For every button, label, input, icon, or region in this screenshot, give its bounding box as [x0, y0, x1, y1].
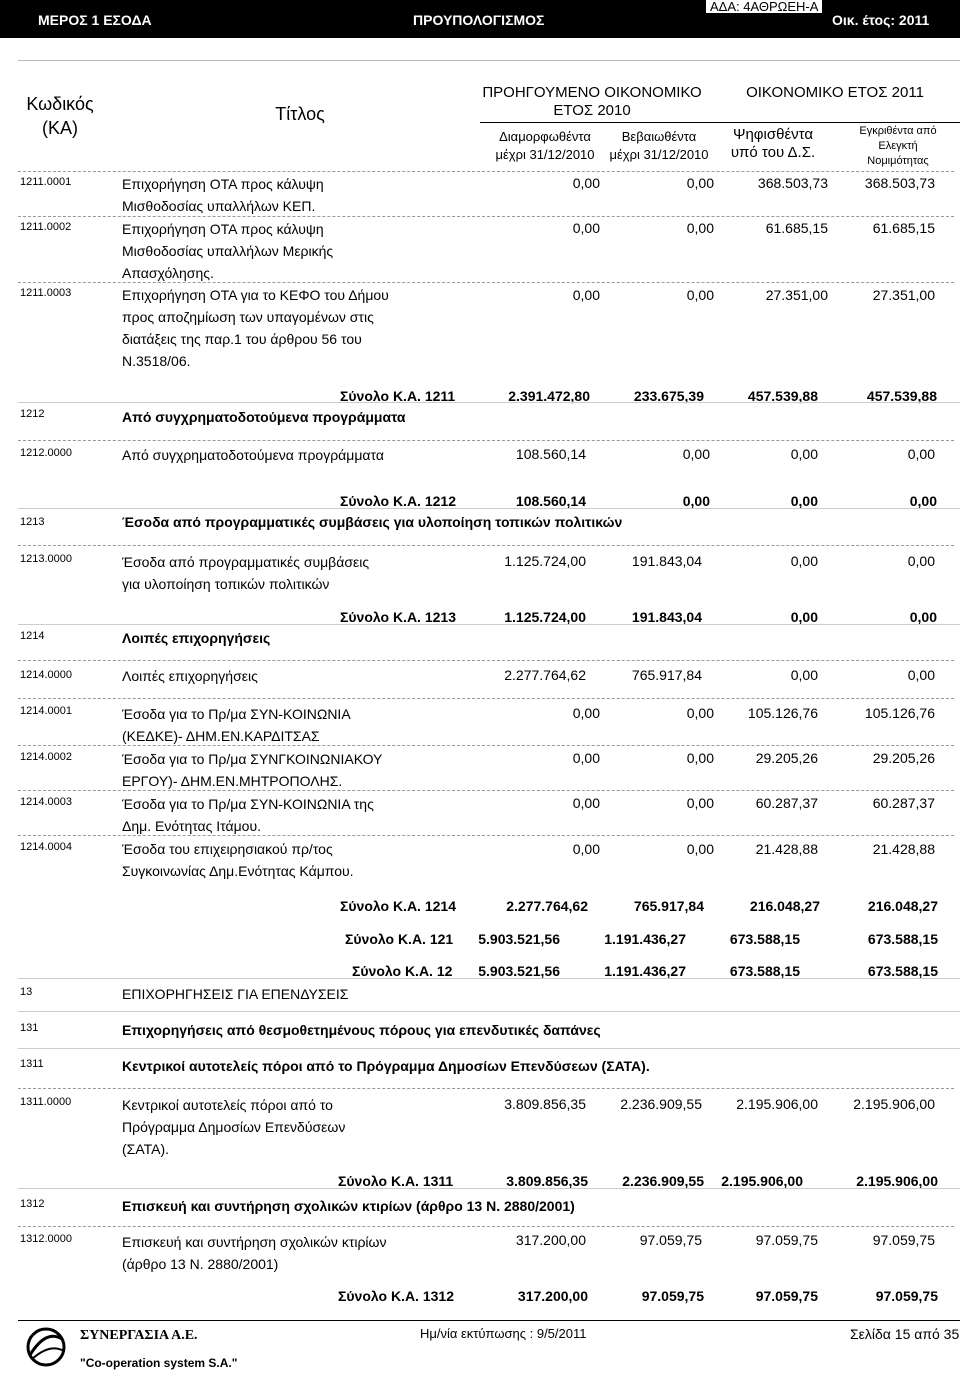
value-c1: 0,00 [572, 705, 600, 721]
total-c2: 0,00 [682, 493, 710, 509]
row-title: Επιχορήγηση ΟΤΑ προς κάλυψη Μισθοδοσίας υπαλλήλων Μερικής Απασχόλησης. [122, 221, 334, 281]
total-label: Σύνολο Κ.Α. 121 [345, 931, 454, 947]
col-c1-line1: Διαμορφωθέντα [499, 129, 591, 144]
value-c4: 0,00 [907, 553, 935, 569]
fiscal-year-label: Οικ. έτος: 2011 [832, 12, 930, 28]
section-heading: Επιχορηγήσεις από θεσμοθετημένους πόρους για επενδυτικές δαπάνες [122, 1022, 601, 1038]
row-title: Έσοδα από προγραμματικές συμβάσεις για υλοποίηση τοπικών πολιτικών [122, 554, 370, 592]
row-separator [18, 216, 954, 217]
row-title: Έσοδα για το Πρ/μα ΣΥΝ-ΚΟΙΝΩΝΙΑ (ΚΕΔΚΕ)- ΔΗΜ.ΕΝ.ΚΑΡΔΙΤΣΑΣ [122, 706, 351, 744]
col-title: Τίτλος [275, 104, 325, 124]
section-code: 1213 [20, 516, 45, 528]
row-title: Λοιπές επιχορηγήσεις [122, 668, 258, 684]
row-code: 1214.0000 [20, 669, 72, 681]
row-title: Έσοδα για το Πρ/μα ΣΥΝΓΚΟΙΝΩΝΙΑΚΟΥ ΕΡΓΟΥ)- ΔΗΜ.ΕΝ.ΜΗΤΡΟΠΟΛΗΣ. [122, 751, 383, 789]
row-separator [18, 282, 954, 283]
total-c2: 1.191.436,27 [604, 963, 686, 979]
section-rule [18, 624, 960, 625]
value-c4: 29.205,26 [872, 750, 935, 766]
section-rule [18, 402, 960, 403]
col-c4-line1: Εγκριθέντα από [859, 125, 937, 137]
value-c3: 61.685,15 [765, 220, 828, 236]
value-c1: 2.277.764,62 [504, 667, 586, 683]
total-label: Σύνολο Κ.Α. 1311 [338, 1173, 454, 1189]
total-c1: 5.903.521,56 [478, 931, 560, 947]
value-c3: 29.205,26 [755, 750, 818, 766]
row-title: Από συγχρηματοδοτούμενα προγράμματα [122, 447, 384, 463]
section-heading: Λοιπές επιχορηγήσεις [122, 630, 271, 646]
total-c1: 2.391.472,80 [508, 388, 590, 404]
row-title: Επιχορήγηση ΟΤΑ για το ΚΕΦΟ του Δήμου προς αποζημίωση των υπαγομένων στις διατάξεις της παρ.1 του άρθρου 56 του Ν.3518/06. [122, 287, 389, 369]
value-c3: 21.428,88 [755, 841, 818, 857]
total-c4: 457.539,88 [866, 388, 937, 404]
row-title: Επιχορήγηση ΟΤΑ προς κάλυψη Μισθοδοσίας υπαλλήλων ΚΕΠ. [122, 176, 324, 214]
total-c2: 97.059,75 [641, 1288, 704, 1304]
value-c3: 0,00 [790, 667, 818, 683]
total-c1: 5.903.521,56 [478, 963, 560, 979]
row-separator [18, 1226, 954, 1227]
total-c4: 0,00 [909, 493, 937, 509]
value-c1: 108.560,14 [515, 446, 586, 462]
row-separator [18, 660, 954, 661]
section-heading: Κεντρικοί αυτοτελείς πόροι από το Πρόγραμμα Δημοσίων Επενδύσεων (ΣΑΤΑ). [122, 1058, 650, 1074]
value-c4: 105.126,76 [864, 705, 935, 721]
section-rule [18, 1048, 960, 1049]
header-divider [480, 122, 960, 123]
total-label: Σύνολο Κ.Α. 12 [352, 963, 453, 979]
col-c2-line1: Βεβαιωθέντα [621, 129, 697, 144]
col-code-line2: (ΚΑ) [42, 118, 78, 138]
value-c1: 0,00 [572, 220, 600, 236]
header-top-rule [18, 60, 960, 61]
row-separator [18, 790, 954, 791]
value-c2: 191.843,04 [631, 553, 702, 569]
value-c1: 3.809.856,35 [504, 1096, 586, 1112]
row-code: 1211.0002 [20, 221, 72, 233]
page-number: Σελίδα 15 από 35 [850, 1326, 960, 1342]
row-code: 1214.0003 [20, 796, 72, 808]
value-c1: 0,00 [572, 750, 600, 766]
value-c2: 2.236.909,55 [620, 1096, 702, 1112]
section-rule [18, 1011, 960, 1012]
value-c2: 0,00 [686, 287, 714, 303]
value-c3: 60.287,37 [755, 795, 818, 811]
footer-rule [18, 1320, 960, 1321]
value-c4: 0,00 [907, 667, 935, 683]
value-c3: 105.126,76 [747, 705, 818, 721]
value-c3: 368.503,73 [757, 175, 828, 191]
value-c1: 317.200,00 [515, 1232, 586, 1248]
value-c4: 2.195.906,00 [853, 1096, 935, 1112]
total-c3: 2.195.906,00 [721, 1173, 803, 1189]
section-rule [18, 508, 960, 509]
section-code: 13 [20, 986, 33, 998]
total-label: Σύνολο Κ.Α. 1212 [340, 493, 456, 509]
section-rule [18, 978, 960, 979]
total-label: Σύνολο Κ.Α. 1312 [338, 1288, 454, 1304]
row-separator [18, 440, 954, 441]
ada-code: ΑΔΑ: 4ΑΘΡΩΕΗ-Α [706, 0, 822, 13]
total-c1: 108.560,14 [515, 493, 586, 509]
value-c1: 0,00 [572, 795, 600, 811]
total-c1: 317.200,00 [517, 1288, 588, 1304]
total-c3: 97.059,75 [755, 1288, 818, 1304]
value-c3: 0,00 [790, 446, 818, 462]
row-separator [18, 835, 954, 836]
total-c3: 673.588,15 [729, 931, 800, 947]
total-c1: 2.277.764,62 [506, 898, 588, 914]
total-c2: 2.236.909,55 [622, 1173, 704, 1189]
col-c3-line1: Ψηφισθέντα [732, 126, 814, 143]
col-c3-line2: υπό του Δ.Σ. [730, 144, 816, 161]
total-c4: 0,00 [909, 609, 937, 625]
print-date: Ημ/νία εκτύπωσης : 9/5/2011 [420, 1326, 587, 1341]
row-code: 1214.0001 [20, 705, 72, 717]
total-label: Σύνολο Κ.Α. 1214 [340, 898, 456, 914]
section-heading: ΕΠΙΧΟΡΗΓΗΣΕΙΣ ΓΙΑ ΕΠΕΝΔΥΣΕΙΣ [122, 986, 349, 1002]
total-c4: 2.195.906,00 [856, 1173, 938, 1189]
total-c3: 673.588,15 [729, 963, 800, 979]
col-prev-year-line1: ΠΡΟΗΓΟΥΜΕΝΟ ΟΙΚΟΝΟΜΙΚΟ [482, 84, 702, 101]
section-code: 1311 [20, 1058, 44, 1070]
value-c2: 0,00 [686, 175, 714, 191]
row-code: 1211.0001 [20, 176, 72, 188]
value-c2: 0,00 [686, 750, 714, 766]
value-c2: 0,00 [686, 220, 714, 236]
row-code: 1213.0000 [20, 553, 72, 565]
document-label: ΠΡΟΥΠΟΛΟΓΙΣΜΟΣ [413, 12, 545, 28]
row-separator [18, 545, 954, 546]
value-c3: 2.195.906,00 [736, 1096, 818, 1112]
col-c1-line2: μέχρι 31/12/2010 [495, 147, 595, 162]
total-c3: 0,00 [790, 493, 818, 509]
row-separator [18, 698, 954, 699]
value-c4: 0,00 [907, 446, 935, 462]
total-c1: 1.125.724,00 [504, 609, 586, 625]
total-c4: 673.588,15 [867, 931, 938, 947]
total-c4: 97.059,75 [875, 1288, 938, 1304]
value-c2: 0,00 [686, 841, 714, 857]
value-c4: 27.351,00 [872, 287, 935, 303]
row-code: 1212.0000 [20, 447, 72, 459]
value-c1: 0,00 [572, 841, 600, 857]
section-code: 1212 [20, 408, 45, 420]
value-c3: 0,00 [790, 553, 818, 569]
section-code: 1214 [20, 630, 45, 642]
value-c4: 368.503,73 [864, 175, 935, 191]
total-c1: 3.809.856,35 [506, 1173, 588, 1189]
section-label: ΜΕΡΟΣ 1 ΕΣΟΔΑ [38, 12, 152, 28]
company-logo-icon [22, 1325, 70, 1369]
section-code: 1312 [20, 1198, 45, 1210]
value-c3: 27.351,00 [765, 287, 828, 303]
value-c4: 97.059,75 [872, 1232, 935, 1248]
value-c2: 765.917,84 [631, 667, 702, 683]
col-cur-year: ΟΙΚΟΝΟΜΙΚΟ ΕΤΟΣ 2011 [746, 84, 924, 101]
total-c2: 191.843,04 [631, 609, 702, 625]
value-c2: 0,00 [682, 446, 710, 462]
row-code: 1211.0003 [20, 287, 72, 299]
row-code: 1312.0000 [20, 1233, 72, 1245]
row-separator [18, 1088, 954, 1089]
col-c4-line3: Νομιμότητας [867, 155, 929, 167]
value-c1: 0,00 [572, 287, 600, 303]
total-c3: 457.539,88 [747, 388, 818, 404]
section-heading: Από συγχρηματοδοτούμενα προγράμματα [122, 409, 406, 425]
value-c4: 21.428,88 [872, 841, 935, 857]
value-c4: 60.287,37 [872, 795, 935, 811]
row-code: 1214.0002 [20, 751, 72, 763]
total-c4: 216.048,27 [867, 898, 938, 914]
section-heading: Έσοδα από προγραμματικές συμβάσεις για υλοποίηση τοπικών πολιτικών [122, 514, 623, 530]
total-c4: 673.588,15 [867, 963, 938, 979]
row-code: 1214.0004 [20, 841, 72, 853]
total-c2: 1.191.436,27 [604, 931, 686, 947]
section-rule [18, 1188, 960, 1189]
row-title: Έσοδα του επιχειρησιακού πρ/τος Συγκοινωνίας Δημ.Ενότητας Κάμπου. [122, 841, 354, 879]
total-label: Σύνολο Κ.Α. 1213 [340, 609, 456, 625]
col-prev-year-line2: ΕΤΟΣ 2010 [553, 102, 631, 119]
company-name: ΣΥΝΕΡΓΑΣΙΑ Α.Ε. [80, 1328, 198, 1343]
total-c3: 216.048,27 [749, 898, 820, 914]
value-c2: 0,00 [686, 705, 714, 721]
row-code: 1311.0000 [20, 1096, 72, 1108]
section-heading: Επισκευή και συντήρηση σχολικών κτιρίων (άρθρο 13 Ν. 2880/2001) [122, 1198, 575, 1214]
value-c2: 0,00 [686, 795, 714, 811]
value-c1: 0,00 [572, 175, 600, 191]
row-separator [18, 171, 954, 172]
col-c2-line2: μέχρι 31/12/2010 [609, 147, 709, 162]
company-subtitle: "Co-operation system S.A." [80, 1356, 238, 1370]
row-title: Κεντρικοί αυτοτελείς πόροι από το Πρόγραμμα Δημοσίων Επενδύσεων (ΣΑΤΑ). [122, 1097, 346, 1157]
row-title: Έσοδα για το Πρ/μα ΣΥΝ-ΚΟΙΝΩΝΙΑ της Δημ. Ενότητας Ιτάμου. [122, 796, 374, 834]
value-c2: 97.059,75 [639, 1232, 702, 1248]
value-c3: 97.059,75 [755, 1232, 818, 1248]
value-c1: 1.125.724,00 [504, 553, 586, 569]
total-c2: 233.675,39 [633, 388, 704, 404]
row-separator [18, 745, 954, 746]
value-c4: 61.685,15 [872, 220, 935, 236]
total-label: Σύνολο Κ.Α. 1211 [340, 388, 456, 404]
col-code-line1: Κωδικός [26, 94, 94, 114]
total-c2: 765.917,84 [633, 898, 704, 914]
row-title: Επισκευή και συντήρηση σχολικών κτιρίων (άρθρο 13 Ν. 2880/2001) [122, 1234, 387, 1272]
section-code: 131 [20, 1022, 39, 1034]
col-c4-line2: Ελεγκτή [878, 140, 918, 152]
total-c3: 0,00 [790, 609, 818, 625]
